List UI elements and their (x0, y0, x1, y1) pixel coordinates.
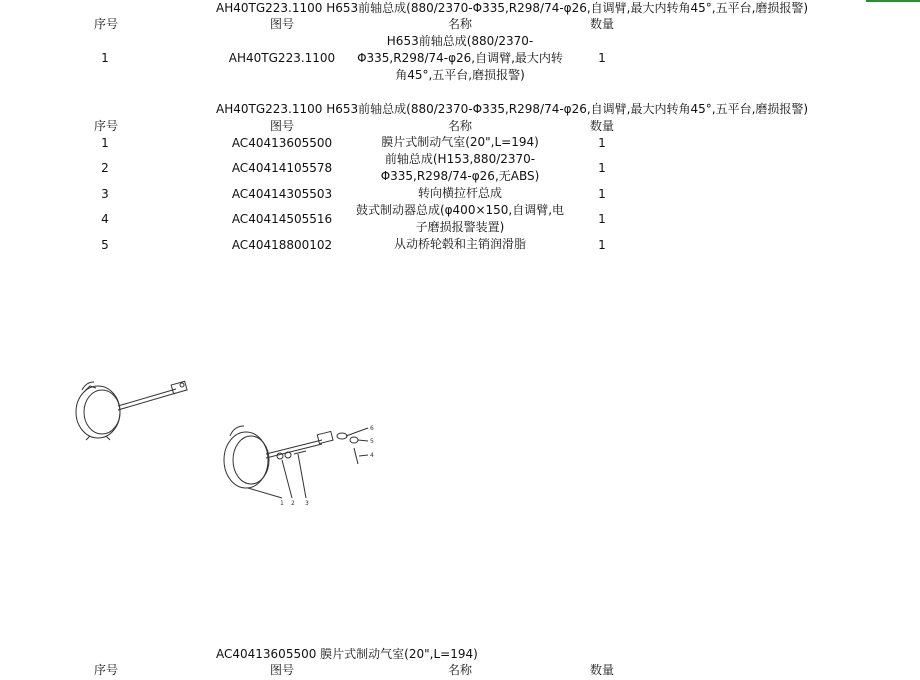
header-drawing-no: 图号 (269, 663, 294, 677)
row-qty: 1 (598, 51, 606, 65)
section2-title: AH40TG223.1100 H653前轴总成(880/2370-Φ335,R298/74-φ26,自调臂,最大内转角45°,五平台,磨损报警) (216, 102, 809, 116)
header-seq: 序号 (93, 119, 118, 133)
table-row-qty: 1 (598, 238, 606, 252)
brake-chamber-exploded-diagram (218, 418, 380, 510)
table-row-drawing-no: AC40418800102 (231, 238, 333, 252)
row-seq: 1 (101, 51, 109, 65)
table-row-qty: 1 (598, 212, 606, 226)
callout-1: 1 (280, 500, 284, 507)
table-row-drawing-no: AC40414305503 (231, 187, 333, 201)
table-row-qty: 1 (598, 187, 606, 201)
table-row-name: 前轴总成(H153,880/2370-Φ335,R298/74-φ26,无ABS) (380, 152, 540, 183)
header-name: 名称 (447, 663, 472, 677)
table-row-drawing-no: AC40413605500 (231, 136, 333, 150)
table-row-qty: 1 (598, 161, 606, 175)
row-drawing-no: AH40TG223.1100 (228, 51, 336, 65)
header-drawing-no: 图号 (269, 17, 294, 31)
table-row-name: 转向横拉杆总成 (417, 186, 502, 200)
table-row-name: 从动桥轮毂和主销润滑脂 (393, 237, 526, 251)
section1-title: AH40TG223.1100 H653前轴总成(880/2370-Φ335,R298/74-φ26,自调臂,最大内转角45°,五平台,磨损报警) (216, 1, 809, 15)
accent-bar (866, 0, 920, 2)
callout-5: 5 (370, 438, 374, 445)
table-row-seq: 3 (101, 187, 109, 201)
header-name: 名称 (447, 17, 472, 31)
table-row-qty: 1 (598, 136, 606, 150)
header-seq: 序号 (93, 17, 118, 31)
header-qty: 数量 (589, 119, 614, 133)
callout-4: 4 (370, 452, 374, 459)
header-qty: 数量 (589, 663, 614, 677)
brake-chamber-thumbnail (72, 372, 196, 444)
callout-3: 3 (305, 500, 309, 507)
table-row-seq: 1 (101, 136, 109, 150)
table-row-name: 鼓式制动器总成(φ400×150,自调臂,电子磨损报警装置) (355, 203, 565, 234)
header-seq: 序号 (93, 663, 118, 677)
row-name: H653前轴总成(880/2370-Φ335,R298/74-φ26,自调臂,最大内转角45°,五平台,磨损报警) (357, 34, 563, 82)
header-qty: 数量 (589, 17, 614, 31)
table-row-name: 膜片式制动气室(20",L=194) (381, 135, 539, 149)
header-drawing-no: 图号 (269, 119, 294, 133)
callout-6: 6 (370, 425, 374, 432)
table-row-drawing-no: AC40414505516 (231, 212, 333, 226)
table-row-drawing-no: AC40414105578 (231, 161, 333, 175)
table-row-seq: 5 (101, 238, 109, 252)
table-row-seq: 2 (101, 161, 109, 175)
callout-2: 2 (291, 500, 295, 507)
section3-title: AC40413605500 膜片式制动气室(20",L=194) (216, 647, 478, 661)
table-row-seq: 4 (101, 212, 109, 226)
header-name: 名称 (447, 119, 472, 133)
